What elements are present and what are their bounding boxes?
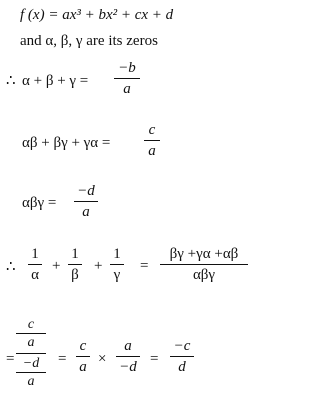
fraction-numerator: 1	[71, 246, 79, 262]
c-over-a	[76, 339, 90, 375]
fraction-numerator: 1	[113, 246, 121, 262]
reciprocal-gamma	[110, 247, 124, 283]
fraction-denominator: a	[123, 81, 131, 97]
fraction-denominator: d	[178, 359, 186, 375]
fraction-bar	[28, 264, 42, 265]
equals-sign: =	[6, 351, 15, 367]
plus-sign: +	[94, 258, 103, 274]
pairwise-sum-fraction	[144, 123, 160, 159]
fraction-numerator: a	[124, 338, 132, 354]
fraction-bar	[76, 356, 90, 357]
plus-sign: +	[52, 258, 61, 274]
equals-sign: =	[140, 258, 149, 274]
zeros-statement: and α, β, γ are its zeros	[20, 33, 158, 49]
reciprocal-alpha	[28, 247, 42, 283]
fraction-denominator: a	[82, 204, 90, 220]
fraction-numerator: −d	[77, 183, 95, 199]
fraction-bar	[144, 140, 160, 141]
product-fraction	[74, 184, 98, 220]
sum-of-roots-lhs: α + β + γ =	[22, 73, 89, 89]
fraction-bar	[68, 264, 82, 265]
fraction-denominator: α	[31, 267, 39, 283]
compound-numerator	[16, 318, 46, 350]
inner-top-den: a	[27, 335, 35, 350]
inner-bot-den: a	[27, 374, 35, 389]
fraction-bar	[110, 264, 124, 265]
fraction-bar	[114, 78, 140, 79]
fraction-denominator: β	[71, 267, 79, 283]
therefore-symbol: ∴	[6, 259, 16, 275]
a-over-negd	[116, 339, 140, 375]
inner-top-num: c	[16, 318, 46, 334]
fraction-denominator: −d	[119, 359, 137, 375]
times-sign: ×	[98, 351, 107, 367]
main-fraction-bar	[16, 353, 46, 354]
reciprocal-beta	[68, 247, 82, 283]
pairwise-sum-lhs: αβ + βγ + γα =	[22, 135, 111, 151]
fraction-bar	[170, 356, 194, 357]
equals-sign: =	[58, 351, 67, 367]
therefore-symbol: ∴	[6, 73, 16, 89]
compound-fraction	[16, 318, 46, 389]
product-lhs: αβγ =	[22, 195, 57, 211]
sum-of-roots-fraction	[114, 61, 140, 97]
fraction-denominator: a	[148, 143, 156, 159]
fraction-numerator: c	[148, 122, 156, 138]
fraction-numerator: 1	[31, 246, 39, 262]
fraction-bar	[74, 201, 98, 202]
compound-denominator	[16, 357, 46, 389]
polynomial-definition: f (x) = ax³ + bx² + cx + d	[20, 7, 174, 23]
fraction-bar	[116, 356, 140, 357]
fraction-denominator: αβγ	[192, 267, 216, 283]
fraction-bar	[160, 264, 248, 265]
fraction-denominator: a	[79, 359, 87, 375]
equals-sign: =	[150, 351, 159, 367]
inner-bot-num: −d	[16, 357, 46, 373]
fraction-numerator: −c	[173, 338, 191, 354]
reciprocal-sum-rhs	[160, 247, 248, 283]
fraction-denominator: γ	[113, 267, 121, 283]
fraction-numerator: c	[79, 338, 87, 354]
fraction-numerator: −b	[118, 60, 136, 76]
negc-over-d	[170, 339, 194, 375]
fraction-numerator: βγ +γα +αβ	[169, 246, 239, 262]
